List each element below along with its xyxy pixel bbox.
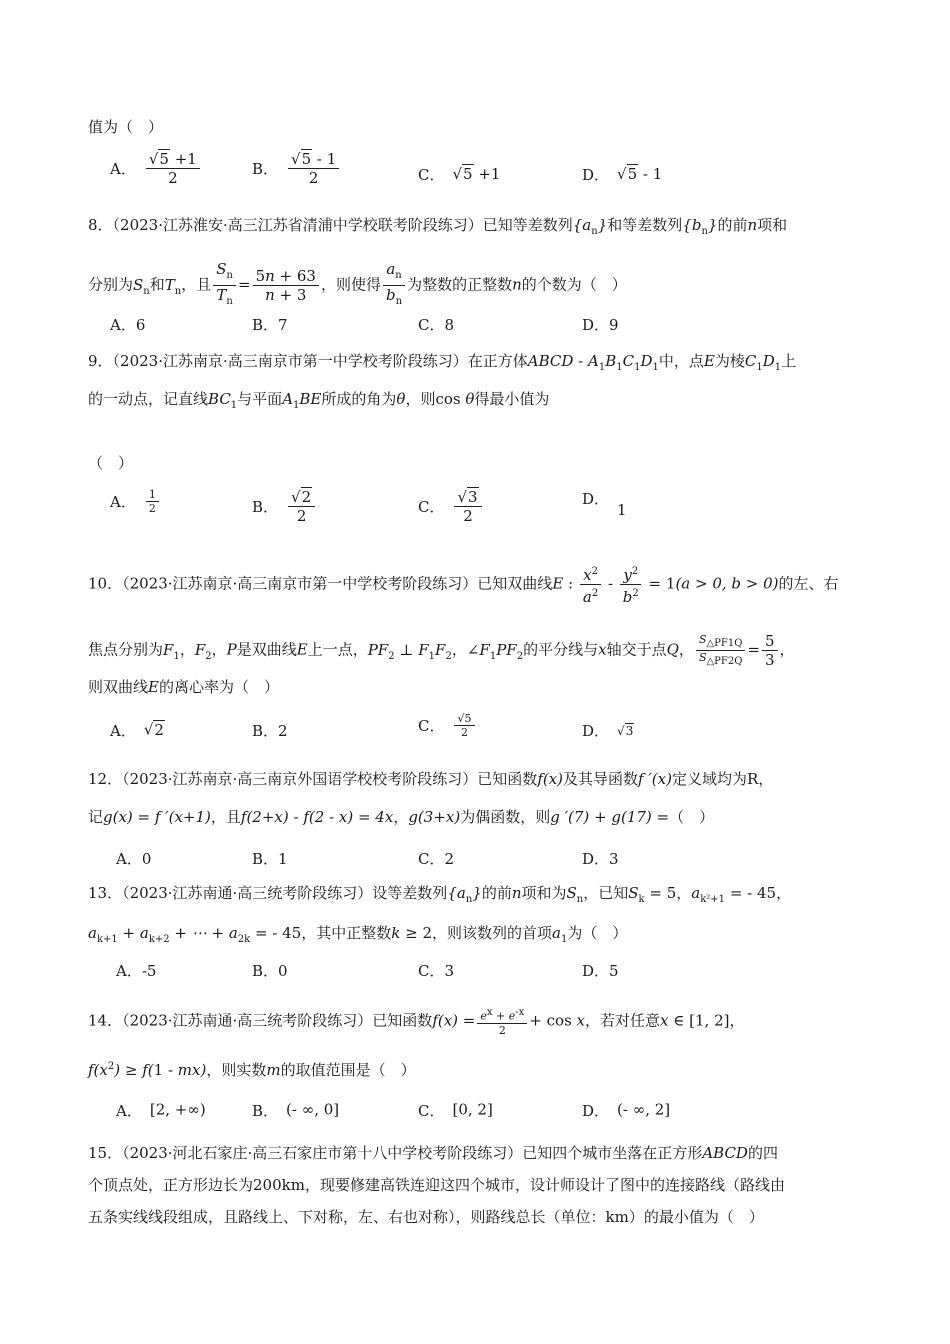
q14-option-c[interactable]: C． [0, 2] <box>418 1100 493 1120</box>
q7-option-a[interactable]: A． $\frac{√5 +1}{2}$ <box>110 150 202 187</box>
q13-option-a[interactable]: A．-5 <box>116 962 157 980</box>
q7-tail: 值为（ ） <box>88 118 164 136</box>
q10-option-b[interactable]: B．2 <box>252 722 288 740</box>
q9-paren: （ ） <box>88 454 134 472</box>
q14-stem-line2: $f(x^2) \ge f(1 - mx)$，则实数m的取值范围是（ ） <box>88 1061 416 1079</box>
q9-option-b[interactable]: B． $\frac{√2}{2}$ <box>252 488 317 525</box>
q14-option-a[interactable]: A． [2, +∞) <box>116 1100 206 1120</box>
q9-options <box>88 488 868 528</box>
q8-option-a[interactable]: A．6 <box>110 316 146 334</box>
q9-option-a[interactable]: A． $\frac{1}{2}$ <box>110 488 161 515</box>
q13-stem-line2: $a_{k+1} + a_{k+2}$ + ⋯ + $a_{2k}$ = - 45，其中正整数k ≥ 2，则该数列的首项$a_1$为（ ） <box>88 924 628 945</box>
q12-stem-line1: 12．（2023·江苏南京·高三南京外国语学校校考阶段练习）已知函数f(x)及其导函数f ′(x)定义域均为R， <box>88 770 774 788</box>
q9-option-c[interactable]: C． $\frac{√3}{2}$ <box>418 488 484 525</box>
q10-option-d[interactable]: D． √3 <box>582 722 634 740</box>
q14-options <box>88 1100 868 1140</box>
q7-options <box>88 150 868 190</box>
q8-options <box>88 314 868 354</box>
q15-stem-line2: 个顶点处，正方形边长为200km，现要修建高铁连迎这四个城市，设计师设计了图中的连接路线（路线由 <box>88 1176 785 1194</box>
q14-option-b[interactable]: B． (- ∞, 0] <box>252 1100 340 1120</box>
q7-option-b[interactable]: B． $\frac{√5 - 1}{2}$ <box>252 150 341 187</box>
q10-option-c[interactable]: C． $\frac{√5}{2}$ <box>418 712 477 739</box>
q10-stem-line1: 10．（2023·江苏南京·高三南京市第一中学校考阶段练习）已知双曲线E : $\frac{x^2}{a^2}$ - $\frac{y^2}{b^2}$ = 1(a > 0, b > 0)的左、右 <box>88 563 870 606</box>
q8-option-d[interactable]: D．9 <box>582 316 619 334</box>
q14-option-d[interactable]: D． (- ∞, 2] <box>582 1100 671 1120</box>
q13-option-c[interactable]: C．3 <box>418 962 455 980</box>
q8-stem-line2: 分别为$S_n$和$T_n$，且 $\frac{S_n}{T_n}$ = $\frac{5n + 63}{n + 3}$ ，则使得 $\frac{a_n}{b_n}$ 为整数的正整数n的个数为（ ） <box>88 260 627 307</box>
q13-options <box>88 960 868 1000</box>
q15-stem-line1: 15．（2023·河北石家庄·高三石家庄市第十八中学校考阶段练习）已知四个城市坐落在正方形ABCD的四 <box>88 1144 778 1162</box>
q9-stem-line2: 的一动点，记直线$BC_1$与平面$A_1BE$所成的角为θ，则cos θ得最小值为 <box>88 390 550 411</box>
q12-option-d[interactable]: D．3 <box>582 850 619 868</box>
q10-option-a[interactable]: A． √2 <box>110 720 164 740</box>
q10-stem-line2: 焦点分别为$F_1$，$F_2$，P是双曲线E上一点，$PF_2$ ⊥ $F_1F_2$，$\angle F_1PF_2$的平分线与x轴交于点Q， $\frac{S_{\triangle PF1Q}}{S_{\triangle PF2Q}}$ = $\frac{5}{3}$ ， <box>88 632 795 669</box>
q7-option-d[interactable]: D． √5 - 1 <box>582 164 663 184</box>
q9-option-d[interactable]: D．1 <box>582 490 627 519</box>
q8-stem-line1: 8．（2023·江苏淮安·高三江苏省清浦中学校联考阶段练习）已知等差数列$\{a_n\}$和等差数列$\{b_n\}$的前n项和 <box>88 216 788 237</box>
q7-option-c[interactable]: C． √5 +1 <box>418 164 501 184</box>
q9-stem-line1: 9．（2023·江苏南京·高三南京市第一中学校考阶段练习）在正方体ABCD - $A_1B_1C_1D_1$中，点E为棱$C_1D_1$上 <box>88 352 797 373</box>
q14-stem-line1: 14．（2023·江苏南通·高三统考阶段练习）已知函数f(x) = $\frac{e^x + e^{-x}}{2}$ + cos x，若对任意x ∈ [1, 2]， <box>88 1007 745 1037</box>
q10-stem-line3: 则双曲线E的离心率为（ ） <box>88 678 279 696</box>
q13-stem-line1: 13．（2023·江苏南通·高三统考阶段练习）设等差数列$\{a_n\}$的前n项和为$S_n$，已知$S_k = 5$，$a_{k^2+1}$ = - 45， <box>88 884 792 905</box>
q12-option-a[interactable]: A．0 <box>116 850 152 868</box>
q15-stem-line3: 五条实线线段组成，且路线上、下对称，左、右也对称），则路线总长（单位：km）的最小值为（ ） <box>88 1208 764 1226</box>
q12-stem-line2: 记g(x) = f ′(x+1)，且f(2+x) - f(2 - x) = 4x，g(3+x)为偶函数，则g ′(7) + g(17) =（ ） <box>88 808 715 826</box>
q10-options <box>88 712 868 752</box>
q12-option-c[interactable]: C．2 <box>418 850 455 868</box>
q8-option-c[interactable]: C．8 <box>418 316 455 334</box>
q8-option-b[interactable]: B．7 <box>252 316 288 334</box>
q12-option-b[interactable]: B．1 <box>252 850 288 868</box>
q13-option-b[interactable]: B．0 <box>252 962 288 980</box>
q13-option-d[interactable]: D．5 <box>582 962 619 980</box>
